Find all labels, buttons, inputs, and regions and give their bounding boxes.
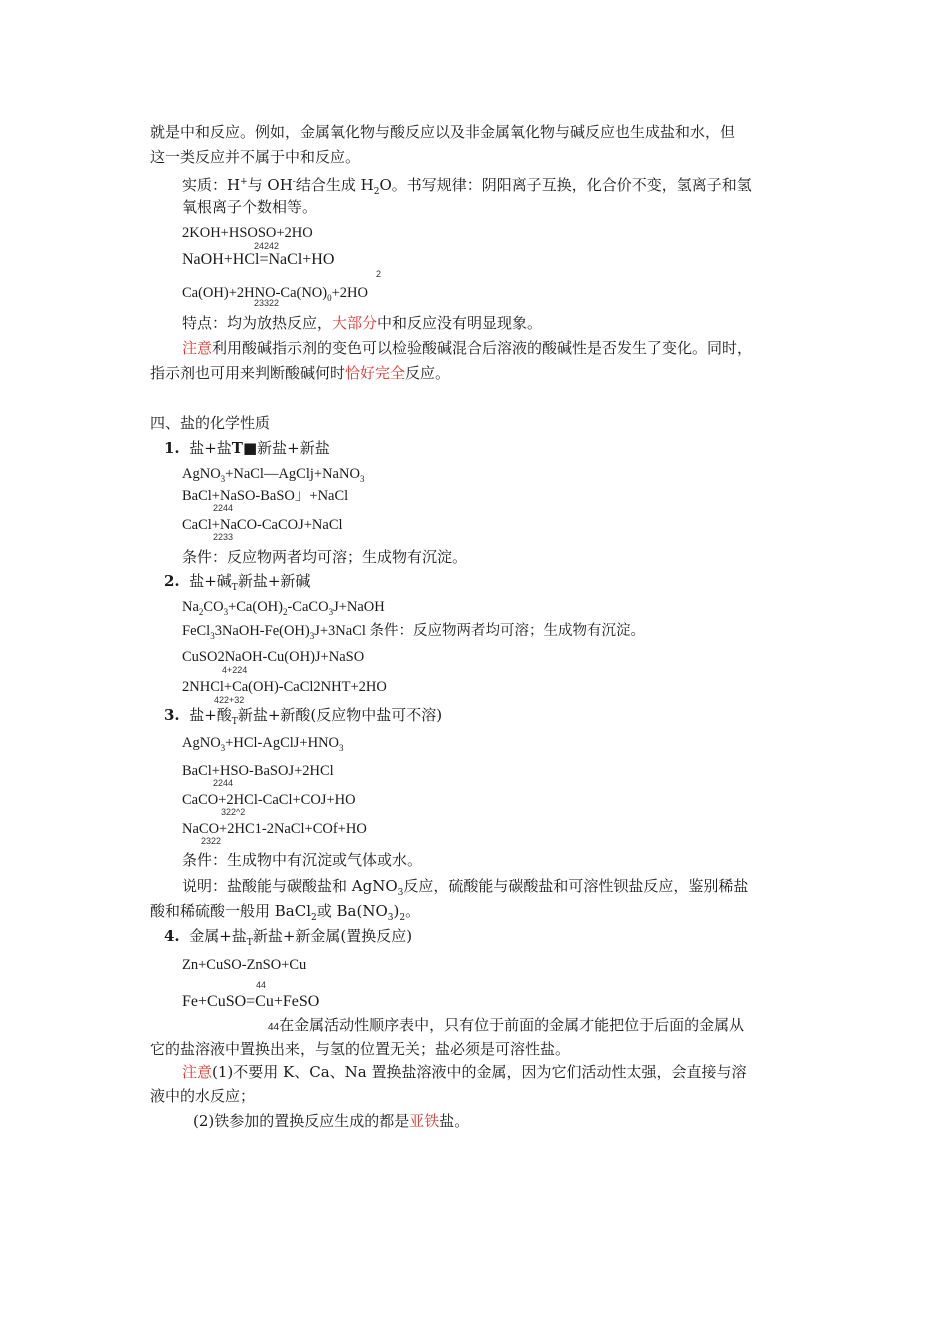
equation: 2NHCl+Ca(OH)-CaCl2NHT+2HO <box>182 679 387 695</box>
note-line: (2)铁参加的置换反应生成的都是亚铁盐。 <box>193 1112 470 1130</box>
equation-subscripts: 422+32 <box>214 695 245 705</box>
feature-line: 特点：均为放热反应，大部分中和反应没有明显现象。 <box>182 314 543 332</box>
equation: CaCO+2HCl-CaCl+COJ+HO <box>182 792 356 808</box>
note-line: 指示剂也可用来判断酸碱何时恰好完全反应。 <box>150 364 451 382</box>
list-item-heading: 4. 金属+盐$_T$新盐+新金属(置换反应) <box>164 927 413 948</box>
note-line: 酸和稀硫酸一般用 BaCl$_2$或 $Ba(NO_3)_2$。 <box>150 902 421 923</box>
equation: CuSO2NaOH-Cu(OH)J+NaSO <box>182 649 365 665</box>
equation: NaOH+HCl=NaCl+HO <box>182 251 335 268</box>
equation: Zn+CuSO-ZnSO+Cu <box>182 957 307 973</box>
paragraph-line: 它的盐溶液中置换出来，与氢的位置无关；盐必须是可溶性盐。 <box>150 1040 571 1058</box>
equation-subscripts: 4+224 <box>222 665 248 675</box>
equation: 2KOH+HSOSO+2HO <box>182 225 313 241</box>
essence-line: 实质：H+与 OH-结合生成 $H_2O$。书写规律：阴阳离子互换，化合价不变，氢离子和氢 <box>182 176 752 197</box>
paragraph-line: 这一类反应并不属于中和反应。 <box>150 148 361 166</box>
equation: $AgNO_3+HCl-AgClJ+HNO_3$ <box>182 735 344 753</box>
equation-subscripts: 44 <box>256 980 267 990</box>
equation: NaCO+2HC1-2NaCl+COf+HO <box>182 821 367 837</box>
equation-subscripts: 2244 <box>213 778 234 788</box>
list-item-heading: 2. 盐+碱$_T$新盐+新碱 <box>164 572 311 593</box>
equation-subscripts: 23322 <box>254 298 280 308</box>
list-item-heading: 3. 盐+酸$_T$新盐+新酸(反应物中盐可不溶) <box>164 706 443 727</box>
equation-subscripts: 2322 <box>201 836 222 846</box>
equation-subscripts: 2244 <box>213 503 234 513</box>
equation-subscripts: 2233 <box>213 532 234 542</box>
equation-subscripts: 2 <box>376 269 382 279</box>
equation-subscripts: 322^2 <box>221 807 246 817</box>
equation: $Na_2CO_3+Ca(OH)_2-CaCO_3J+NaOH$ <box>182 599 385 617</box>
note-line: 注意(1)不要用 K、Ca、Na 置换盐溶液中的金属，因为它们活动性太强，会直接与溶 <box>182 1063 747 1081</box>
essence-line: 氧根离子个数相等。 <box>182 198 318 216</box>
condition-line: 条件：反应物两者均可溶；生成物有沉淀。 <box>182 548 468 566</box>
list-item-heading: 1. 盐+盐T■新盐+新盐 <box>164 439 330 457</box>
equation: CaCl+NaCO-CaCOJ+NaCl <box>182 517 343 533</box>
equation: Fe+CuSO=Cu+FeSO <box>182 993 320 1010</box>
equation: $FeCl_33NaOH-Fe(OH)_3J+3NaCl$ 条件：反应物两者均可溶；生成物有沉淀。 <box>182 623 646 641</box>
note-line: 注意利用酸碱指示剂的变色可以检验酸碱混合后溶液的酸碱性是否发生了变化。同时， <box>182 339 753 357</box>
equation-subscripts: 24242 <box>254 241 280 251</box>
paragraph-line: 44在金属活动性顺序表中，只有位于前面的金属才能把位于后面的金属从 <box>268 1016 745 1034</box>
equation: BaCl+NaSO-BaSO」+NaCl <box>182 488 349 504</box>
note-line: 说明：盐酸能与碳酸盐和 AgNO$_3$反应，硫酸能与碳酸盐和可溶性钡盐反应，鉴别稀盐 <box>182 877 749 898</box>
equation: BaCl+HSO-BaSOJ+2HCl <box>182 763 334 779</box>
equation: $Ca(OH)+2HNO-Ca(NO)_0+2HO$ <box>182 285 368 303</box>
section-title: 四、盐的化学性质 <box>150 414 271 432</box>
condition-line: 条件：生成物中有沉淀或气体或水。 <box>182 851 423 869</box>
equation: AgNO$_3$+NaCl—AgClj+NaNO$_3$ <box>182 466 365 484</box>
note-line: 液中的水反应； <box>150 1087 256 1105</box>
paragraph-line: 就是中和反应。例如，金属氧化物与酸反应以及非金属氧化物与碱反应也生成盐和水，但 <box>150 123 736 141</box>
